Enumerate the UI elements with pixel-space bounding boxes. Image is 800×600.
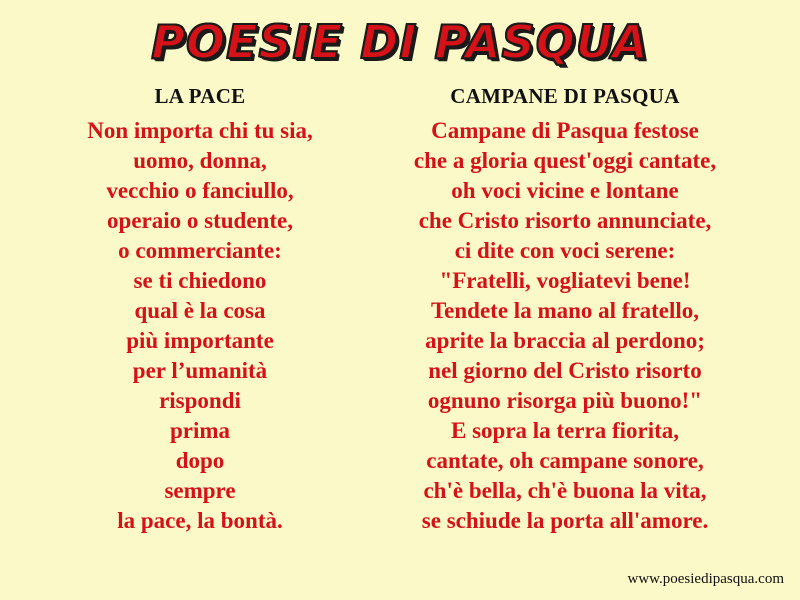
poem-line: che Cristo risorto annunciate, <box>418 208 712 234</box>
poem-title: LA PACE <box>154 84 246 109</box>
poem-campane-di-pasqua <box>365 84 765 536</box>
page-title: POESIE DI PASQUA <box>151 15 649 69</box>
poem-line: per l’umanità <box>132 358 268 384</box>
poem-line: vecchio o fanciullo, <box>106 178 294 204</box>
poem-title: CAMPANE DI PASQUA <box>450 84 680 109</box>
poem-line: dopo <box>175 448 225 474</box>
poem-line: o commerciante: <box>118 238 282 264</box>
poem-line: Campane di Pasqua festose <box>431 118 699 144</box>
poem-line: cantate, oh campane sonore, <box>426 448 704 474</box>
poem-line: oh voci vicine e lontane <box>451 178 679 204</box>
poems-container <box>0 84 800 536</box>
poem-line: qual è la cosa <box>134 298 266 324</box>
poem-line: Tendete la mano al fratello, <box>430 298 700 324</box>
poem-body <box>35 116 365 536</box>
poem-line: ognuno risorga più buono!" <box>427 388 703 414</box>
poem-line: sempre <box>164 478 236 504</box>
poem-line: E sopra la terra fiorita, <box>450 418 680 444</box>
poem-line: ci dite con voci serene: <box>454 238 676 264</box>
poem-line: uomo, donna, <box>133 148 267 174</box>
poem-line: che a gloria quest'oggi cantate, <box>413 148 717 174</box>
poem-body <box>365 116 765 536</box>
poem-line: se schiude la porta all'amore. <box>421 508 709 534</box>
poem-line: la pace, la bontà. <box>117 508 283 534</box>
footer-website: www.poesiedipasqua.com <box>627 571 784 587</box>
poem-line: Non importa chi tu sia, <box>87 118 313 144</box>
poem-line: "Fratelli, vogliatevi bene! <box>439 268 691 294</box>
poem-la-pace <box>35 84 365 536</box>
poem-line: aprite la braccia al perdono; <box>425 328 705 354</box>
poem-line: più importante <box>126 328 274 354</box>
poem-line: operaio o studente, <box>107 208 293 234</box>
title-container <box>0 0 800 69</box>
poem-line: ch'è bella, ch'è buona la vita, <box>423 478 707 504</box>
poem-line: prima <box>169 418 231 444</box>
poem-line: nel giorno del Cristo risorto <box>428 358 702 384</box>
poem-line: se ti chiedono <box>133 268 267 294</box>
poem-line: rispondi <box>159 388 241 414</box>
